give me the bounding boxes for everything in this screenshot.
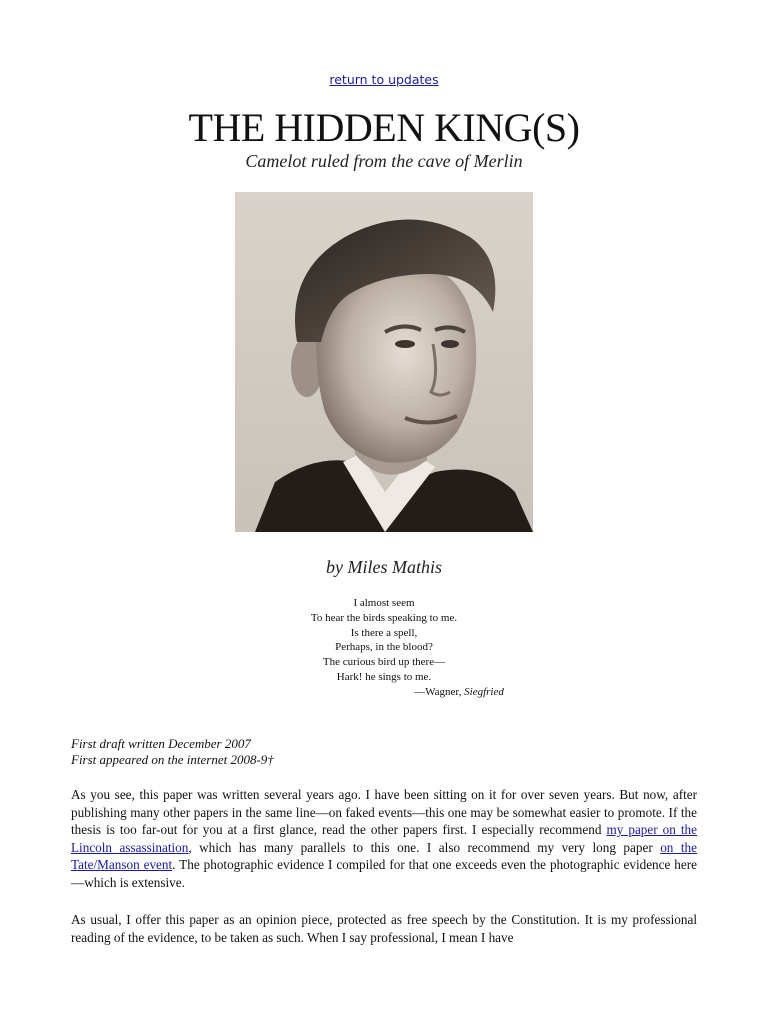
poem-line: Is there a spell,	[350, 626, 418, 639]
page-subtitle: Camelot ruled from the cave of Merlin	[245, 151, 523, 171]
draft-date: First draft written December 2007	[71, 736, 251, 751]
tate-manson-paper-link[interactable]: on the Tate/Manson event	[71, 839, 697, 873]
poem-line: The curious bird up there—	[322, 656, 446, 669]
intro-paragraph: As you see, this paper was written several years ago. I have been sitting on it for over seven years. But now, after publishing many other papers in the same line—on faked events—this one may be somewhat easier to promote. If the thesis is too far-out for you at a first glance, read the other papers first. I especially recommend my paper on the Lincoln assassination, which has many parallels to this one. I also recommend my very long paper on the Tate/Manson event. The photographic evidence I compiled for that one exceeds even the photographic evidence here—which is extensive.	[71, 787, 697, 890]
publication-dates	[71, 736, 274, 768]
poem-line: Hark! he sings to me.	[336, 670, 432, 683]
lincoln-paper-link[interactable]: my paper on the Lincoln assassination	[71, 822, 697, 855]
poem-line: I almost seem	[353, 597, 415, 609]
return-to-updates-link[interactable]: return to updates	[329, 72, 439, 87]
byline: by Miles Mathis	[326, 557, 442, 577]
portrait-photo	[235, 192, 533, 532]
disclaimer-paragraph: As usual, I offer this paper as an opinion piece, protected as free speech by the Constitution. It is my professional reading of the evidence, to be taken as such. When I say professional, I mean I have	[71, 912, 697, 945]
epigraph-poem	[0, 596, 768, 700]
page-title: THE HIDDEN KING(S)	[188, 105, 580, 150]
internet-date: First appeared on the internet 2008-9†	[71, 752, 274, 767]
poem-attribution: —Wagner, Siegfried	[414, 685, 504, 698]
poem-line: To hear the birds speaking to me.	[310, 611, 458, 624]
poem-line: Perhaps, in the blood?	[335, 641, 433, 654]
